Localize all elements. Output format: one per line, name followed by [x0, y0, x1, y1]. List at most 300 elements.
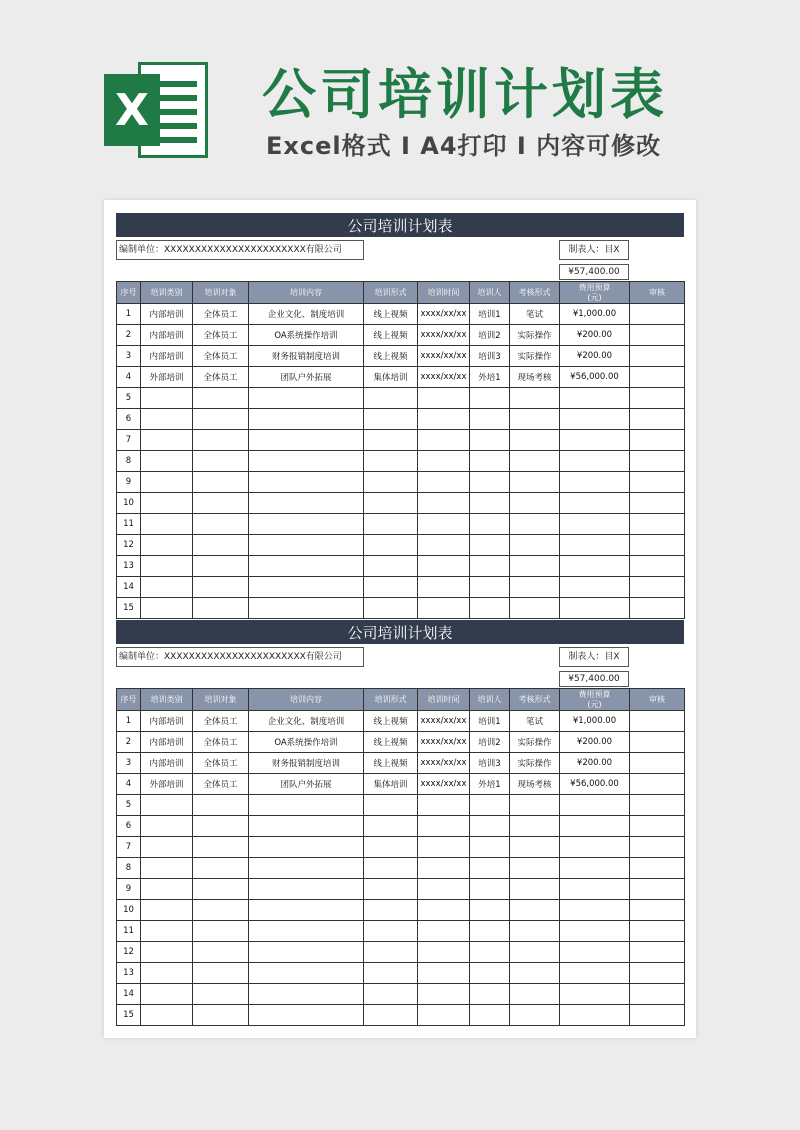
table-cell[interactable]	[560, 514, 630, 535]
table-cell[interactable]: 全体员工	[193, 325, 249, 346]
table-cell[interactable]: ¥200.00	[560, 346, 630, 367]
table-cell[interactable]	[418, 1005, 470, 1026]
budget-total-field[interactable]: ¥57,400.00	[559, 671, 629, 687]
table-cell[interactable]	[630, 816, 685, 837]
table-cell[interactable]: 培训3	[470, 346, 510, 367]
preparer-field[interactable]: 制表人：目X	[559, 647, 629, 667]
table-cell[interactable]	[141, 577, 193, 598]
table-cell[interactable]	[560, 858, 630, 879]
table-cell[interactable]	[630, 837, 685, 858]
table-cell[interactable]	[364, 514, 418, 535]
table-cell[interactable]	[470, 493, 510, 514]
row-number-cell[interactable]: 10	[117, 900, 141, 921]
table-cell[interactable]	[193, 472, 249, 493]
table-cell[interactable]	[418, 451, 470, 472]
table-cell[interactable]	[418, 514, 470, 535]
table-cell[interactable]: 培训2	[470, 732, 510, 753]
table-cell[interactable]	[560, 577, 630, 598]
table-cell[interactable]	[470, 556, 510, 577]
table-cell[interactable]	[470, 879, 510, 900]
table-cell[interactable]	[141, 598, 193, 619]
table-cell[interactable]	[193, 577, 249, 598]
table-cell[interactable]	[510, 430, 560, 451]
table-cell[interactable]	[560, 984, 630, 1005]
table-cell[interactable]	[510, 816, 560, 837]
table-cell[interactable]	[141, 942, 193, 963]
table-cell[interactable]	[364, 963, 418, 984]
table-cell[interactable]: 企业文化、制度培训	[249, 711, 364, 732]
table-cell[interactable]	[630, 879, 685, 900]
row-number-cell[interactable]: 11	[117, 514, 141, 535]
table-cell[interactable]	[560, 472, 630, 493]
table-cell[interactable]	[141, 795, 193, 816]
table-cell[interactable]	[141, 388, 193, 409]
table-cell[interactable]: xxxx/xx/xx	[418, 346, 470, 367]
table-cell[interactable]	[141, 900, 193, 921]
table-cell[interactable]: 团队户外拓展	[249, 367, 364, 388]
table-cell[interactable]	[418, 963, 470, 984]
table-cell[interactable]	[510, 598, 560, 619]
table-cell[interactable]: 全体员工	[193, 711, 249, 732]
table-cell[interactable]	[510, 963, 560, 984]
table-cell[interactable]	[141, 1005, 193, 1026]
table-cell[interactable]	[560, 942, 630, 963]
table-cell[interactable]: ¥200.00	[560, 325, 630, 346]
table-cell[interactable]: 实际操作	[510, 753, 560, 774]
table-cell[interactable]	[418, 493, 470, 514]
table-cell[interactable]: 集体培训	[364, 774, 418, 795]
table-cell[interactable]	[470, 1005, 510, 1026]
table-cell[interactable]	[249, 493, 364, 514]
table-cell[interactable]	[560, 493, 630, 514]
table-cell[interactable]: 全体员工	[193, 774, 249, 795]
table-cell[interactable]	[510, 388, 560, 409]
preparer-field[interactable]: 制表人：目X	[559, 240, 629, 260]
table-cell[interactable]	[141, 879, 193, 900]
table-cell[interactable]: 实际操作	[510, 325, 560, 346]
table-cell[interactable]: 实际操作	[510, 346, 560, 367]
table-cell[interactable]	[470, 816, 510, 837]
table-cell[interactable]	[510, 921, 560, 942]
table-cell[interactable]: xxxx/xx/xx	[418, 732, 470, 753]
row-number-cell[interactable]: 7	[117, 430, 141, 451]
table-cell[interactable]: 培训3	[470, 753, 510, 774]
table-cell[interactable]	[141, 556, 193, 577]
table-cell[interactable]	[630, 598, 685, 619]
table-cell[interactable]	[141, 514, 193, 535]
table-cell[interactable]	[418, 598, 470, 619]
row-number-cell[interactable]: 5	[117, 388, 141, 409]
row-number-cell[interactable]: 8	[117, 858, 141, 879]
table-cell[interactable]	[560, 388, 630, 409]
table-cell[interactable]	[560, 430, 630, 451]
table-cell[interactable]	[193, 921, 249, 942]
table-cell[interactable]: 全体员工	[193, 732, 249, 753]
table-cell[interactable]	[630, 1005, 685, 1026]
table-cell[interactable]	[560, 900, 630, 921]
table-cell[interactable]: 全体员工	[193, 367, 249, 388]
table-cell[interactable]: 外培1	[470, 367, 510, 388]
table-cell[interactable]	[470, 451, 510, 472]
table-cell[interactable]	[510, 1005, 560, 1026]
table-cell[interactable]: 财务报销制度培训	[249, 346, 364, 367]
table-cell[interactable]	[470, 795, 510, 816]
table-cell[interactable]	[141, 409, 193, 430]
table-cell[interactable]: xxxx/xx/xx	[418, 753, 470, 774]
table-cell[interactable]	[418, 535, 470, 556]
table-cell[interactable]	[364, 430, 418, 451]
table-cell[interactable]	[630, 858, 685, 879]
table-cell[interactable]: 实际操作	[510, 732, 560, 753]
row-number-cell[interactable]: 12	[117, 942, 141, 963]
table-cell[interactable]: 团队户外拓展	[249, 774, 364, 795]
table-cell[interactable]: 内部培训	[141, 325, 193, 346]
table-cell[interactable]	[510, 472, 560, 493]
table-cell[interactable]: 全体员工	[193, 346, 249, 367]
table-cell[interactable]	[193, 430, 249, 451]
table-cell[interactable]	[364, 493, 418, 514]
table-cell[interactable]	[630, 577, 685, 598]
table-cell[interactable]	[364, 837, 418, 858]
table-cell[interactable]	[141, 816, 193, 837]
table-cell[interactable]	[249, 963, 364, 984]
table-cell[interactable]	[630, 921, 685, 942]
table-cell[interactable]	[364, 921, 418, 942]
table-cell[interactable]	[364, 858, 418, 879]
table-cell[interactable]	[630, 367, 685, 388]
table-cell[interactable]	[470, 963, 510, 984]
table-cell[interactable]: 笔试	[510, 711, 560, 732]
table-cell[interactable]: 内部培训	[141, 711, 193, 732]
table-cell[interactable]	[418, 556, 470, 577]
table-cell[interactable]: 笔试	[510, 304, 560, 325]
table-cell[interactable]	[249, 598, 364, 619]
table-cell[interactable]	[560, 795, 630, 816]
row-number-cell[interactable]: 4	[117, 774, 141, 795]
table-cell[interactable]	[470, 577, 510, 598]
table-cell[interactable]	[249, 388, 364, 409]
table-cell[interactable]: ¥1,000.00	[560, 711, 630, 732]
table-cell[interactable]: xxxx/xx/xx	[418, 367, 470, 388]
table-cell[interactable]	[510, 556, 560, 577]
table-cell[interactable]	[470, 837, 510, 858]
row-number-cell[interactable]: 15	[117, 598, 141, 619]
table-cell[interactable]: 线上视频	[364, 304, 418, 325]
table-cell[interactable]	[470, 598, 510, 619]
table-cell[interactable]	[193, 816, 249, 837]
table-cell[interactable]: 培训2	[470, 325, 510, 346]
table-cell[interactable]: 培训1	[470, 711, 510, 732]
table-cell[interactable]: 外部培训	[141, 367, 193, 388]
table-cell[interactable]	[560, 556, 630, 577]
table-cell[interactable]: ¥1,000.00	[560, 304, 630, 325]
row-number-cell[interactable]: 1	[117, 711, 141, 732]
table-cell[interactable]	[510, 409, 560, 430]
row-number-cell[interactable]: 2	[117, 325, 141, 346]
table-cell[interactable]	[249, 795, 364, 816]
table-cell[interactable]: ¥56,000.00	[560, 774, 630, 795]
table-cell[interactable]	[510, 879, 560, 900]
table-cell[interactable]	[193, 598, 249, 619]
table-cell[interactable]	[418, 921, 470, 942]
table-cell[interactable]	[364, 409, 418, 430]
table-cell[interactable]	[193, 1005, 249, 1026]
table-cell[interactable]	[193, 879, 249, 900]
table-cell[interactable]	[249, 1005, 364, 1026]
table-cell[interactable]	[510, 451, 560, 472]
table-cell[interactable]: 全体员工	[193, 304, 249, 325]
table-cell[interactable]	[193, 514, 249, 535]
table-cell[interactable]	[249, 472, 364, 493]
row-number-cell[interactable]: 5	[117, 795, 141, 816]
table-cell[interactable]	[364, 472, 418, 493]
table-cell[interactable]	[560, 451, 630, 472]
table-cell[interactable]	[418, 900, 470, 921]
table-cell[interactable]	[141, 430, 193, 451]
table-cell[interactable]	[418, 409, 470, 430]
row-number-cell[interactable]: 9	[117, 472, 141, 493]
table-cell[interactable]	[470, 430, 510, 451]
row-number-cell[interactable]: 10	[117, 493, 141, 514]
table-cell[interactable]	[470, 900, 510, 921]
table-cell[interactable]	[560, 816, 630, 837]
table-cell[interactable]	[510, 535, 560, 556]
table-cell[interactable]	[510, 942, 560, 963]
table-cell[interactable]: 线上视频	[364, 753, 418, 774]
table-cell[interactable]	[418, 430, 470, 451]
table-cell[interactable]	[630, 774, 685, 795]
table-cell[interactable]	[249, 942, 364, 963]
table-cell[interactable]	[630, 535, 685, 556]
organization-unit-field[interactable]: 编制单位：XXXXXXXXXXXXXXXXXXXXXXX有限公司	[116, 647, 364, 667]
table-cell[interactable]	[364, 388, 418, 409]
row-number-cell[interactable]: 13	[117, 963, 141, 984]
table-cell[interactable]	[630, 409, 685, 430]
table-cell[interactable]	[364, 451, 418, 472]
table-cell[interactable]	[630, 711, 685, 732]
table-cell[interactable]	[364, 556, 418, 577]
table-cell[interactable]	[418, 795, 470, 816]
table-cell[interactable]	[141, 984, 193, 1005]
table-cell[interactable]	[630, 900, 685, 921]
table-cell[interactable]	[193, 409, 249, 430]
table-cell[interactable]	[560, 598, 630, 619]
table-cell[interactable]	[249, 577, 364, 598]
row-number-cell[interactable]: 2	[117, 732, 141, 753]
table-cell[interactable]	[141, 472, 193, 493]
table-cell[interactable]	[249, 858, 364, 879]
table-cell[interactable]	[418, 879, 470, 900]
table-cell[interactable]: 线上视频	[364, 325, 418, 346]
table-cell[interactable]	[249, 514, 364, 535]
table-cell[interactable]	[630, 732, 685, 753]
table-cell[interactable]	[249, 837, 364, 858]
table-cell[interactable]	[364, 795, 418, 816]
table-cell[interactable]	[418, 577, 470, 598]
table-cell[interactable]	[630, 388, 685, 409]
table-cell[interactable]	[630, 514, 685, 535]
table-cell[interactable]	[249, 535, 364, 556]
table-cell[interactable]	[141, 451, 193, 472]
table-cell[interactable]	[193, 963, 249, 984]
row-number-cell[interactable]: 15	[117, 1005, 141, 1026]
table-cell[interactable]	[470, 472, 510, 493]
table-cell[interactable]	[510, 900, 560, 921]
table-cell[interactable]	[364, 816, 418, 837]
table-cell[interactable]	[141, 858, 193, 879]
table-cell[interactable]	[418, 984, 470, 1005]
table-cell[interactable]	[630, 795, 685, 816]
table-cell[interactable]	[418, 837, 470, 858]
table-cell[interactable]	[510, 837, 560, 858]
table-cell[interactable]: 内部培训	[141, 346, 193, 367]
table-cell[interactable]	[141, 963, 193, 984]
row-number-cell[interactable]: 14	[117, 984, 141, 1005]
table-cell[interactable]	[560, 963, 630, 984]
table-cell[interactable]	[249, 879, 364, 900]
table-cell[interactable]	[560, 879, 630, 900]
table-cell[interactable]	[470, 409, 510, 430]
table-cell[interactable]	[249, 430, 364, 451]
table-cell[interactable]	[510, 984, 560, 1005]
table-cell[interactable]: 线上视频	[364, 732, 418, 753]
table-cell[interactable]	[510, 858, 560, 879]
table-cell[interactable]	[418, 942, 470, 963]
row-number-cell[interactable]: 3	[117, 346, 141, 367]
table-cell[interactable]	[470, 858, 510, 879]
table-cell[interactable]	[560, 1005, 630, 1026]
table-cell[interactable]	[630, 942, 685, 963]
table-cell[interactable]	[510, 795, 560, 816]
table-cell[interactable]: 内部培训	[141, 753, 193, 774]
budget-total-field[interactable]: ¥57,400.00	[559, 264, 629, 280]
table-cell[interactable]	[193, 451, 249, 472]
table-cell[interactable]: 线上视频	[364, 711, 418, 732]
row-number-cell[interactable]: 7	[117, 837, 141, 858]
table-cell[interactable]	[630, 304, 685, 325]
table-cell[interactable]: 外培1	[470, 774, 510, 795]
table-cell[interactable]	[364, 879, 418, 900]
table-cell[interactable]	[560, 921, 630, 942]
table-cell[interactable]	[630, 472, 685, 493]
table-cell[interactable]	[193, 942, 249, 963]
table-cell[interactable]	[418, 472, 470, 493]
table-cell[interactable]: OA系统操作培训	[249, 325, 364, 346]
table-cell[interactable]: ¥200.00	[560, 753, 630, 774]
table-cell[interactable]: 集体培训	[364, 367, 418, 388]
table-cell[interactable]	[510, 493, 560, 514]
row-number-cell[interactable]: 6	[117, 409, 141, 430]
table-cell[interactable]: 内部培训	[141, 732, 193, 753]
table-cell[interactable]: ¥56,000.00	[560, 367, 630, 388]
table-cell[interactable]	[193, 493, 249, 514]
table-cell[interactable]: 培训1	[470, 304, 510, 325]
row-number-cell[interactable]: 6	[117, 816, 141, 837]
table-cell[interactable]	[418, 816, 470, 837]
table-cell[interactable]	[470, 921, 510, 942]
table-cell[interactable]: 现场考核	[510, 367, 560, 388]
table-cell[interactable]	[193, 858, 249, 879]
table-cell[interactable]	[510, 514, 560, 535]
table-cell[interactable]	[470, 388, 510, 409]
table-cell[interactable]	[193, 556, 249, 577]
table-cell[interactable]: ¥200.00	[560, 732, 630, 753]
table-cell[interactable]	[364, 577, 418, 598]
table-cell[interactable]	[193, 900, 249, 921]
table-cell[interactable]	[141, 837, 193, 858]
table-cell[interactable]	[510, 577, 560, 598]
table-cell[interactable]: 现场考核	[510, 774, 560, 795]
table-cell[interactable]	[141, 535, 193, 556]
table-cell[interactable]	[630, 556, 685, 577]
table-cell[interactable]: xxxx/xx/xx	[418, 325, 470, 346]
table-cell[interactable]	[249, 451, 364, 472]
row-number-cell[interactable]: 12	[117, 535, 141, 556]
table-cell[interactable]	[249, 900, 364, 921]
table-cell[interactable]: 全体员工	[193, 753, 249, 774]
table-cell[interactable]	[364, 535, 418, 556]
table-cell[interactable]	[249, 409, 364, 430]
table-cell[interactable]	[193, 984, 249, 1005]
table-cell[interactable]: 线上视频	[364, 346, 418, 367]
table-cell[interactable]	[193, 388, 249, 409]
table-cell[interactable]	[470, 535, 510, 556]
table-cell[interactable]: xxxx/xx/xx	[418, 711, 470, 732]
table-cell[interactable]	[470, 984, 510, 1005]
table-cell[interactable]: xxxx/xx/xx	[418, 774, 470, 795]
table-cell[interactable]	[418, 388, 470, 409]
organization-unit-field[interactable]: 编制单位：XXXXXXXXXXXXXXXXXXXXXXX有限公司	[116, 240, 364, 260]
table-cell[interactable]	[141, 921, 193, 942]
table-cell[interactable]: OA系统操作培训	[249, 732, 364, 753]
table-cell[interactable]	[249, 816, 364, 837]
table-cell[interactable]	[560, 409, 630, 430]
row-number-cell[interactable]: 4	[117, 367, 141, 388]
table-cell[interactable]	[560, 535, 630, 556]
row-number-cell[interactable]: 3	[117, 753, 141, 774]
table-cell[interactable]	[470, 942, 510, 963]
table-cell[interactable]	[630, 451, 685, 472]
row-number-cell[interactable]: 9	[117, 879, 141, 900]
table-cell[interactable]	[364, 942, 418, 963]
table-cell[interactable]	[630, 325, 685, 346]
table-cell[interactable]	[364, 984, 418, 1005]
row-number-cell[interactable]: 14	[117, 577, 141, 598]
table-cell[interactable]	[193, 837, 249, 858]
table-cell[interactable]	[630, 430, 685, 451]
table-cell[interactable]	[193, 795, 249, 816]
table-cell[interactable]: xxxx/xx/xx	[418, 304, 470, 325]
table-cell[interactable]	[193, 535, 249, 556]
table-cell[interactable]	[630, 493, 685, 514]
table-cell[interactable]: 外部培训	[141, 774, 193, 795]
row-number-cell[interactable]: 11	[117, 921, 141, 942]
table-cell[interactable]	[630, 963, 685, 984]
table-cell[interactable]	[630, 753, 685, 774]
row-number-cell[interactable]: 1	[117, 304, 141, 325]
table-cell[interactable]: 财务报销制度培训	[249, 753, 364, 774]
table-cell[interactable]	[249, 556, 364, 577]
table-cell[interactable]	[141, 493, 193, 514]
table-cell[interactable]: 企业文化、制度培训	[249, 304, 364, 325]
table-cell[interactable]	[560, 837, 630, 858]
table-cell[interactable]	[364, 598, 418, 619]
row-number-cell[interactable]: 13	[117, 556, 141, 577]
table-cell[interactable]	[364, 1005, 418, 1026]
row-number-cell[interactable]: 8	[117, 451, 141, 472]
table-cell[interactable]	[249, 984, 364, 1005]
table-cell[interactable]	[364, 900, 418, 921]
